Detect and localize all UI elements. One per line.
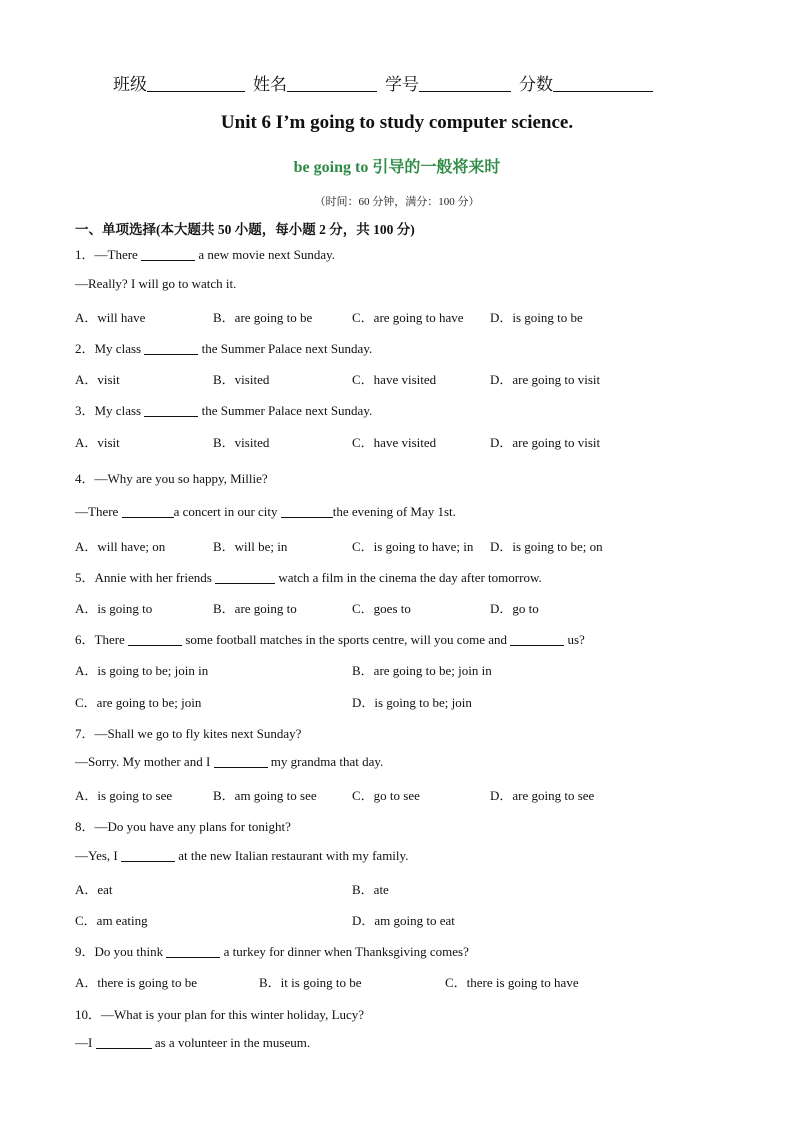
question-3: 3．My class the Summer Palace next Sunday. [75,403,373,418]
q1-option-a[interactable]: A．will have [75,310,146,325]
question-2: 2．My class the Summer Palace next Sunday. [75,341,373,356]
q8-option-c[interactable]: C．am eating [75,913,148,928]
question-7: 7．—Shall we go to fly kites next Sunday? [75,726,302,741]
q6-option-d[interactable]: D．is going to be; join [352,695,472,710]
q6-option-c[interactable]: C．are going to be; join [75,695,202,710]
answer-blank [141,248,195,261]
q7-option-c[interactable]: C．go to see [352,788,420,803]
score-label: 分数 [519,75,553,94]
q2-option-a[interactable]: A．visit [75,372,120,387]
question-9: 9．Do you think a turkey for dinner when Thanksgiving comes? [75,944,469,959]
answer-blank [144,404,198,417]
class-label: 班级 [113,75,147,94]
q3-option-b[interactable]: B．visited [213,435,270,450]
question-10: 10．—What is your plan for this winter holiday, Lucy? [75,1007,365,1022]
q2-option-c[interactable]: C．have visited [352,372,437,387]
q2-option-d[interactable]: D．are going to visit [490,372,601,387]
question-5: 5．Annie with her friends watch a film in the cinema the day after tomorrow. [75,570,542,585]
answer-blank [128,633,182,646]
q4-option-d[interactable]: D．is going to be; on [490,539,603,554]
question-7-reply: —Sorry. My mother and I my grandma that day. [75,754,384,769]
q8-option-a[interactable]: A．eat [75,882,113,897]
time-info: （时间：60 分钟，满分：100 分） [314,196,480,208]
q5-option-c[interactable]: C．goes to [352,601,411,616]
q8-option-d[interactable]: D．am going to eat [352,913,455,928]
q2-option-b[interactable]: B．visited [213,372,270,387]
answer-blank [510,633,564,646]
q5-option-d[interactable]: D．go to [490,601,539,616]
answer-blank [122,505,174,518]
q4-option-c[interactable]: C．is going to have; in [352,539,474,554]
q9-option-a[interactable]: A．there is going to be [75,975,198,990]
q3-option-a[interactable]: A．visit [75,435,120,450]
question-10-reply: —I as a volunteer in the museum. [75,1035,311,1050]
name-label: 姓名 [253,75,287,94]
q3-option-c[interactable]: C．have visited [352,435,437,450]
name-blank [287,75,377,92]
q7-option-b[interactable]: B．am going to see [213,788,317,803]
answer-blank [281,505,333,518]
q4-option-a[interactable]: A．will have; on [75,539,166,554]
q1-option-b[interactable]: B．are going to be [213,310,313,325]
section-heading: 一、单项选择(本大题共 50 小题，每小题 2 分，共 100 分) [75,222,415,237]
question-1-reply: —Really? I will go to watch it. [75,276,237,291]
answer-blank [215,571,275,584]
q7-option-a[interactable]: A．is going to see [75,788,173,803]
q4-option-b[interactable]: B．will be; in [213,539,288,554]
student-info-line [113,70,661,95]
q9-option-b[interactable]: B．it is going to be [259,975,362,990]
q8-option-b[interactable]: B．ate [352,882,389,897]
answer-blank [96,1036,152,1049]
question-8-reply: —Yes, I at the new Italian restaurant with my family. [75,848,409,863]
question-4: 4．—Why are you so happy, Millie? [75,471,268,486]
q3-option-d[interactable]: D．are going to visit [490,435,601,450]
grammar-subtitle: be going to 引导的一般将来时 [293,159,501,176]
unit-title: Unit 6 I’m going to study computer science. [220,112,574,133]
q7-option-d[interactable]: D．are going to see [490,788,595,803]
q5-option-b[interactable]: B．are going to [213,601,297,616]
question-1: 1．—There a new movie next Sunday. [75,247,336,262]
question-4-reply: —There a concert in our city the evening of May 1st. [75,504,456,519]
answer-blank [166,945,220,958]
answer-blank [214,755,268,768]
class-blank [147,75,245,92]
answer-blank [121,849,175,862]
q1-option-c[interactable]: C．are going to have [352,310,464,325]
score-blank [553,75,653,92]
q9-option-c[interactable]: C．there is going to have [445,975,579,990]
q1-option-d[interactable]: D．is going to be [490,310,583,325]
q5-option-a[interactable]: A．is going to [75,601,153,616]
answer-blank [144,342,198,355]
question-8: 8．—Do you have any plans for tonight? [75,819,291,834]
number-blank [419,75,511,92]
q6-option-b[interactable]: B．are going to be; join in [352,663,492,678]
q6-option-a[interactable]: A．is going to be; join in [75,663,209,678]
number-label: 学号 [385,75,419,94]
question-6: 6．There some football matches in the sports centre, will you come and us? [75,632,585,647]
